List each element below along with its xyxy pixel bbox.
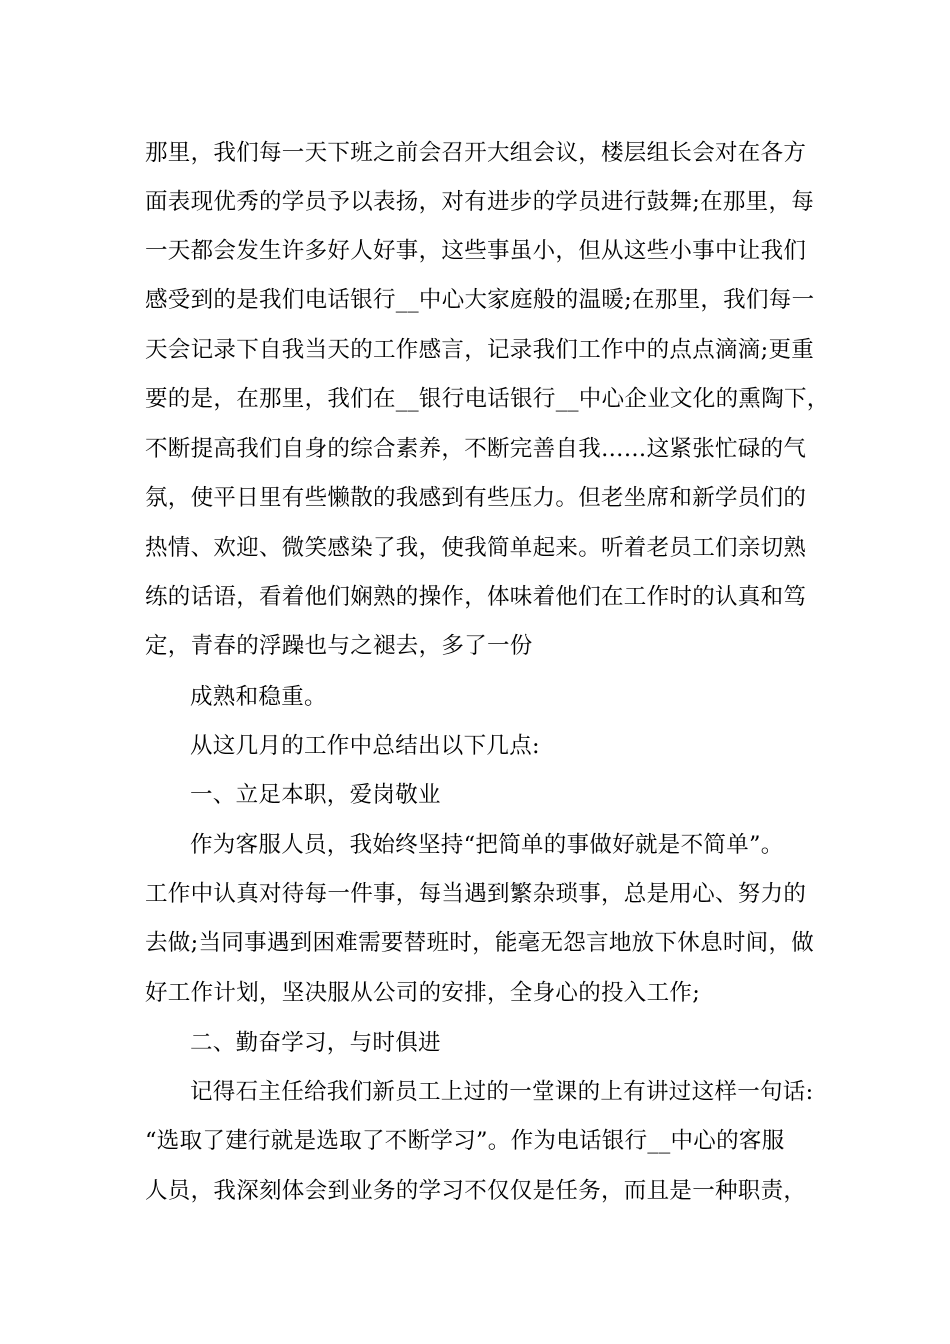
body-text-line: 天会记录下自我当天的工作感言，记录我们工作中的点点滴滴;更重 <box>145 337 815 363</box>
body-text-line: “选取了建行就是选取了不断学习”。作为电话银行__中心的客服 <box>145 1128 785 1154</box>
body-text-line: 成熟和稳重。 <box>190 684 327 710</box>
body-text-line: 去做;当同事遇到困难需要替班时，能毫无怨言地放下休息时间，做 <box>145 930 815 956</box>
body-text-line: 感受到的是我们电话银行__中心大家庭般的温暖;在那里，我们每一 <box>145 287 815 313</box>
section-heading-2: 二、勤奋学习，与时俱进 <box>190 1030 441 1056</box>
body-text-line: 作为客服人员，我始终坚持“把简单的事做好就是不简单”。 <box>190 832 784 858</box>
body-text-line: 氛，使平日里有些懒散的我感到有些压力。但老坐席和新学员们的 <box>145 485 807 511</box>
body-text-line: 工作中认真对待每一件事，每当遇到繁杂琐事，总是用心、努力的 <box>145 881 807 907</box>
section-heading-1: 一、立足本职，爱岗敬业 <box>190 782 441 808</box>
body-text-line: 好工作计划，坚决服从公司的安排，全身心的投入工作; <box>145 980 701 1006</box>
body-text-line: 一天都会发生许多好人好事，这些事虽小，但从这些小事中让我们 <box>145 238 807 264</box>
body-text-line: 面表现优秀的学员予以表扬，对有进步的学员进行鼓舞;在那里，每 <box>145 189 815 215</box>
body-text-line: 定，青春的浮躁也与之褪去，多了一份 <box>145 633 533 659</box>
paragraph-intro: 从这几月的工作中总结出以下几点: <box>190 733 540 759</box>
body-text-line: 人员，我深刻体会到业务的学习不仅仅是任务，而且是一种职责， <box>145 1178 807 1204</box>
body-text-line: 记得石主任给我们新员工上过的一堂课的上有讲过这样一句话: <box>190 1079 814 1105</box>
body-text-line: 那里，我们每一天下班之前会召开大组会议，楼层组长会对在各方 <box>145 140 807 166</box>
body-text-line: 练的话语，看着他们娴熟的操作，体味着他们在工作时的认真和笃 <box>145 584 807 610</box>
body-text-line: 热情、欢迎、微笑感染了我，使我简单起来。听着老员工们亲切熟 <box>145 535 807 561</box>
body-text-line: 不断提高我们自身的综合素养，不断完善自我……这紧张忙碌的气 <box>145 436 807 462</box>
body-text-line: 要的是，在那里，我们在__银行电话银行__中心企业文化的熏陶下， <box>145 386 830 412</box>
